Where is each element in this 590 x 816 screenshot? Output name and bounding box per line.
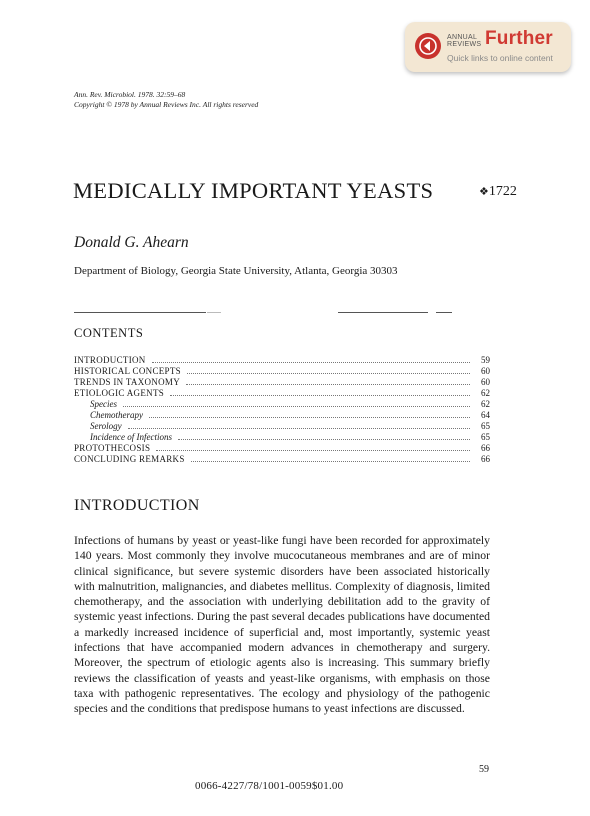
badge-subtitle: Quick links to online content (447, 53, 553, 63)
badge-annual-label: ANNUAL (447, 34, 478, 41)
reference-number-value: 1722 (488, 184, 517, 199)
toc-leader-dots (187, 373, 470, 374)
page-number: 59 (479, 764, 489, 775)
toc-entry-title: INTRODUCTION (74, 355, 146, 365)
toc-leader-dots (170, 395, 470, 396)
toc-entry-page: 60 (481, 377, 490, 387)
toc-entry-title: PROTOTHECOSIS (74, 443, 151, 453)
toc-entry-page: 65 (481, 421, 490, 431)
toc-leader-dots (191, 461, 470, 462)
toc-entry-title: CONCLUDING REMARKS (74, 454, 185, 464)
toc-leader-dots (156, 450, 470, 451)
toc-entry[interactable] (74, 443, 490, 454)
toc-entry-title: ETIOLOGIC AGENTS (74, 388, 165, 398)
contents-heading: CONTENTS (74, 326, 144, 340)
toc-entry[interactable] (74, 399, 490, 410)
toc-entry-page: 66 (481, 443, 490, 453)
citation-line: Ann. Rev. Microbiol. 1978. 32:59–68 (74, 90, 186, 99)
toc-entry[interactable] (74, 366, 490, 377)
divider-middle (338, 312, 428, 313)
toc-leader-dots (149, 417, 470, 418)
toc-entry[interactable] (74, 432, 490, 443)
badge-reviews-label: REVIEWS (447, 41, 482, 48)
divider-right (436, 312, 452, 313)
toc-entry-title: Chemotherapy (90, 410, 143, 420)
toc-entry-title: HISTORICAL CONCEPTS (74, 366, 181, 376)
article-title: MEDICALLY IMPORTANT YEASTS (73, 178, 434, 203)
toc-entry[interactable] (74, 421, 490, 432)
toc-entry[interactable] (74, 454, 490, 465)
toc-leader-dots (123, 406, 470, 407)
toc-entry[interactable] (74, 355, 490, 366)
divider-left (74, 312, 206, 313)
table-of-contents (74, 355, 490, 465)
toc-leader-dots (186, 384, 470, 385)
article-code: 0066-4227/78/1001-0059$01.00 (195, 780, 344, 792)
toc-entry-page: 60 (481, 366, 490, 376)
toc-leader-dots (178, 439, 470, 440)
toc-entry-page: 62 (481, 388, 490, 398)
diamond-icon: ❖ (479, 186, 489, 198)
toc-entry-page: 64 (481, 410, 490, 420)
divider-fragment (207, 312, 221, 313)
toc-entry[interactable] (74, 388, 490, 399)
toc-entry-title: Serology (90, 421, 122, 431)
author-affiliation: Department of Biology, Georgia State University, Atlanta, Georgia 30303 (74, 265, 398, 277)
toc-entry-page: 66 (481, 454, 490, 464)
toc-entry-page: 62 (481, 399, 490, 409)
copyright-line: Copyright © 1978 by Annual Reviews Inc. All rights reserved (74, 100, 259, 109)
toc-entry-title: Species (90, 399, 117, 409)
toc-leader-dots (128, 428, 470, 429)
toc-entry-page: 59 (481, 355, 490, 365)
toc-entry[interactable] (74, 377, 490, 388)
play-icon (415, 33, 441, 59)
toc-entry-title: Incidence of Infections (90, 432, 172, 442)
further-badge[interactable] (405, 22, 571, 72)
badge-further-label: Further (485, 28, 553, 49)
toc-entry[interactable] (74, 410, 490, 421)
introduction-heading: INTRODUCTION (74, 497, 200, 514)
toc-leader-dots (152, 362, 470, 363)
journal-citation (74, 90, 258, 110)
author-name: Donald G. Ahearn (74, 234, 189, 251)
toc-entry-page: 65 (481, 432, 490, 442)
reference-number (479, 184, 517, 200)
toc-entry-title: TRENDS IN TAXONOMY (74, 377, 181, 387)
introduction-body: Infections of humans by yeast or yeast-like fungi have been recorded for approximately 140 years. Most commonly they involve mucocutaneous membranes and are of minor clinical significance, but severe systemic disorders have been associated historically with malnutrition, malignancies, and diabetes mellitus. Complexity of diagnosis, limited chemotherapy, and the association with underlying debilitation add to the gravity of systemic yeast infections. During the past several decades publications have documented a markedly increased incidence of superficial and, most importantly, systemic yeast infections that have accompanied modern advances in chemotherapy and surgery. Moreover, the spectrum of etiologic agents also is increasing. This summary briefly reviews the classification of yeasts and yeast-like organisms, with emphasis on those taxa with pathogenic representatives. The ecology and physiology of the pathogenic species and the conditions that predispose humans to yeast infections are discussed. (74, 534, 490, 716)
